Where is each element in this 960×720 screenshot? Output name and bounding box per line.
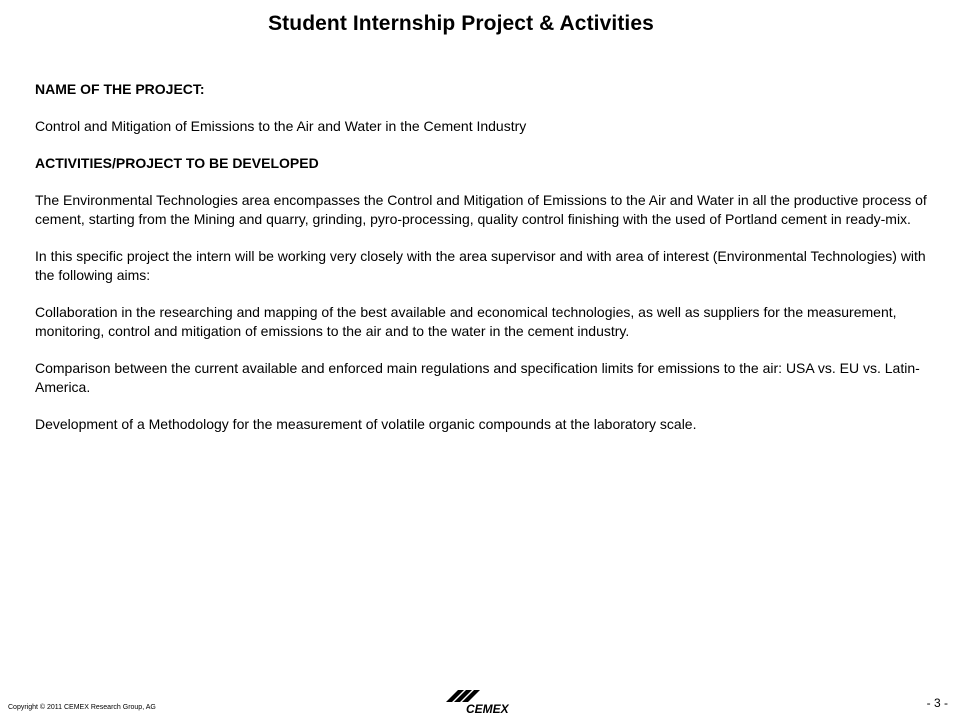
paragraph-aim-methodology: Development of a Methodology for the measurement of volatile organic compounds at the laboratory scale. [35,416,697,432]
cemex-logo-text: CEMEX [466,702,509,715]
slide-title: Student Internship Project & Activities [268,12,654,35]
cemex-logo-icon [444,689,520,715]
cemex-logo [444,689,520,715]
paragraph-aim-research: Collaboration in the researching and mapping of the best available and economical technologies, as well as suppliers for the measurement, monitoring, control and mitigation of emissions to the air and to the water in the cement industry. [35,304,897,339]
copyright-notice: Copyright © 2011 CEMEX Research Group, AG [8,704,156,711]
page-number: - 3 - [926,696,948,710]
paragraph-area-overview: The Environmental Technologies area encompasses the Control and Mitigation of Emissions to the Air and Water in all the productive process of cement, starting from the Mining and quarry, grinding, pyro-processing, quality control finishing with the used of Portland cement in ready-mix. [35,192,927,227]
project-name-heading: NAME OF THE PROJECT: [35,81,205,97]
activities-heading: ACTIVITIES/PROJECT TO BE DEVELOPED [35,155,319,171]
paragraph-project-intro: In this specific project the intern will be working very closely with the area supervisor and with area of interest (Environmental Technologies) with the following aims: [35,248,926,283]
project-name-value: Control and Mitigation of Emissions to the Air and Water in the Cement Industry [35,118,527,134]
paragraph-aim-regulations: Comparison between the current available and enforced main regulations and specification limits for emissions to the air: USA vs. EU vs. Latin-America. [35,360,920,395]
content-body [35,80,930,434]
